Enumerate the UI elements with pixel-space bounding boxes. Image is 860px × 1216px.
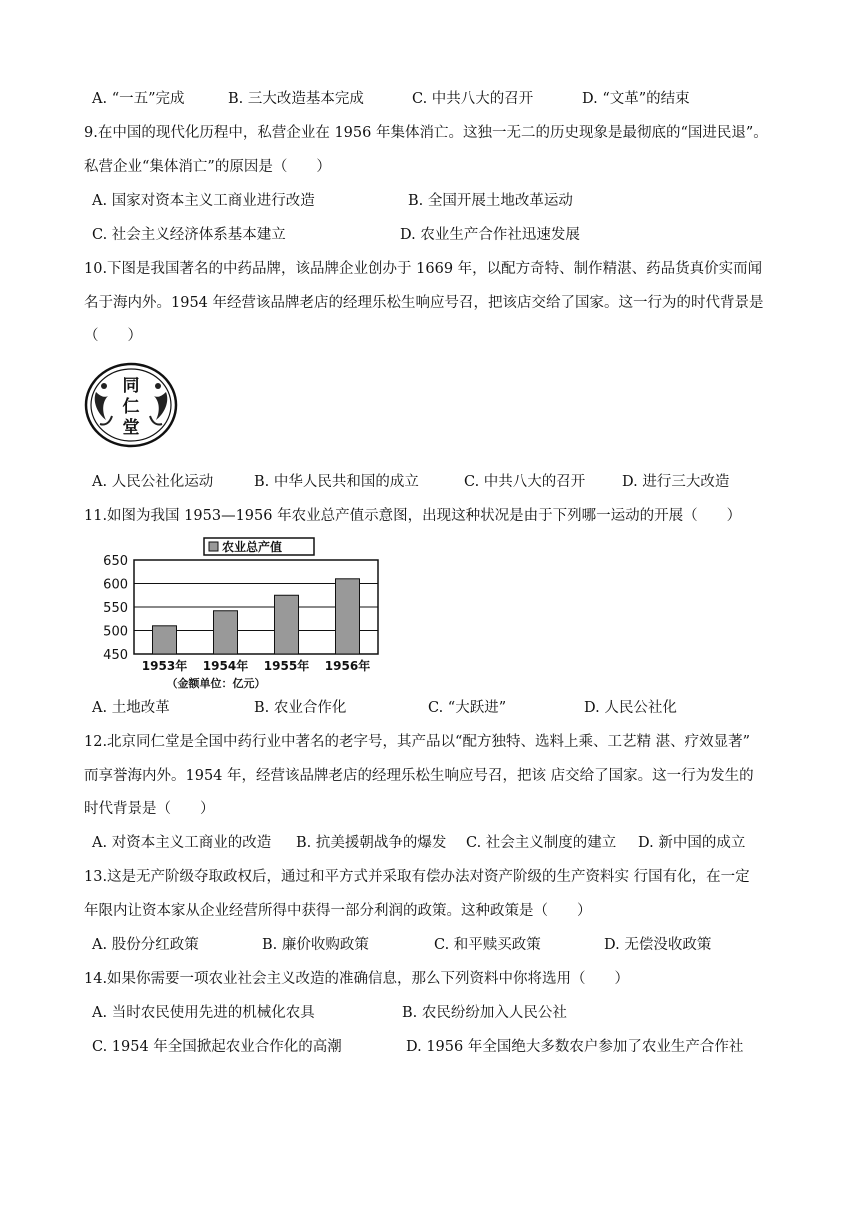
q9-option-b: B. 全国开展土地改革运动 bbox=[408, 193, 573, 209]
q11-stem-line-1: 11.如图为我国 1953—1956 年农业总产值示意图，出现这种状况是由于下列哪一运动的开展（ ） bbox=[84, 508, 742, 524]
chart-y-tick-label: 500 bbox=[103, 624, 128, 640]
q13-option-a: A. 股份分红政策 bbox=[92, 937, 199, 953]
q9-stem-line-1: 9.在中国的现代化历程中，私营企业在 1956 年集体消亡。这独一无二的历史现象是最彻底的“国进民退”。 bbox=[84, 125, 768, 141]
q12-stem-line-1: 12.北京同仁堂是全国中药行业中著名的老字号，其产品以“配方独特、选料上乘、工艺精 湛、疗效显著” bbox=[84, 734, 750, 750]
q11-option-d: D. 人民公社化 bbox=[584, 700, 677, 716]
q13-stem-line-1: 13.这是无产阶级夺取政权后，通过和平方式并采取有偿办法对资产阶级的生产资料实 行国有化，在一定 bbox=[84, 869, 750, 885]
chart-y-tick-label: 450 bbox=[103, 648, 128, 663]
chart-x-tick-label: 1956年 bbox=[324, 659, 371, 673]
q9-option-c: C. 社会主义经济体系基本建立 bbox=[92, 227, 286, 243]
q10-stem-line-1: 10.下图是我国著名的中药品牌，该品牌企业创办于 1669 年，以配方奇特、制作精湛、药品货真价实而闻 bbox=[84, 261, 763, 277]
chart-legend-label: 农业总产值 bbox=[222, 540, 283, 554]
q14-option-c: C. 1954 年全国掀起农业合作化的高潮 bbox=[92, 1039, 342, 1055]
chart-bar bbox=[336, 579, 360, 654]
chart-y-tick-label: 600 bbox=[103, 577, 128, 593]
q14-option-b: B. 农民纷纷加入人民公社 bbox=[402, 1005, 567, 1021]
q13-option-c: C. 和平赎买政策 bbox=[434, 937, 541, 953]
chart-y-tick-label: 650 bbox=[103, 554, 128, 569]
q9-stem-line-2: 私营企业“集体消亡”的原因是（ ） bbox=[84, 159, 331, 175]
q12-option-b: B. 抗美援朝战争的爆发 bbox=[296, 835, 447, 851]
q8-option-c: C. 中共八大的召开 bbox=[412, 91, 534, 107]
q14-stem-line-1: 14.如果你需要一项农业社会主义改造的准确信息，那么下列资料中你将选用（ ） bbox=[84, 971, 630, 987]
q8-option-b: B. 三大改造基本完成 bbox=[228, 91, 364, 107]
logo-char-2: 仁 bbox=[122, 397, 140, 417]
logo-char-3: 堂 bbox=[122, 418, 140, 438]
q11-option-a: A. 土地改革 bbox=[92, 700, 170, 716]
q11-option-c: C. “大跃进” bbox=[428, 700, 507, 716]
q12-stem-line-3: 时代背景是（ ） bbox=[84, 801, 215, 817]
q9-option-a: A. 国家对资本主义工商业进行改造 bbox=[92, 193, 315, 209]
q12-option-d: D. 新中国的成立 bbox=[638, 835, 746, 851]
chart-bar bbox=[153, 626, 177, 654]
chart-y-tick-label: 550 bbox=[103, 601, 128, 616]
chart-bar bbox=[275, 595, 299, 654]
q13-stem-line-2: 年限内让资本家从企业经营所得中获得一部分利润的政策。这种政策是（ ） bbox=[84, 903, 592, 919]
q10-stem-line-2: 名于海内外。1954 年经营该品牌老店的经理乐松生响应号召，把该店交给了国家。这一行为的时代背景是 bbox=[84, 295, 764, 311]
q10-option-a: A. 人民公社化运动 bbox=[92, 474, 214, 490]
chart-x-tick-label: 1953年 bbox=[141, 659, 188, 673]
q8-option-d: D. “文革”的结束 bbox=[582, 91, 690, 107]
q14-option-d: D. 1956 年全国绝大多数农户参加了农业生产合作社 bbox=[406, 1039, 744, 1055]
q13-option-b: B. 廉价收购政策 bbox=[262, 937, 369, 953]
q12-option-c: C. 社会主义制度的建立 bbox=[466, 835, 617, 851]
q14-option-a: A. 当时农民使用先进的机械化农具 bbox=[92, 1005, 315, 1021]
chart-unit-note: （金额单位：亿元） bbox=[166, 677, 266, 690]
tongrentang-logo bbox=[84, 362, 178, 448]
q9-option-d: D. 农业生产合作社迅速发展 bbox=[400, 227, 580, 243]
q10-stem-line-3: （ ） bbox=[84, 328, 142, 344]
q12-option-a: A. 对资本主义工商业的改造 bbox=[92, 835, 272, 851]
chart-x-tick-label: 1955年 bbox=[263, 659, 310, 673]
q12-stem-line-2: 而享誉海内外。1954 年，经营该品牌老店的经理乐松生响应号召，把该 店交给了国家。这一行为发生的 bbox=[84, 768, 754, 784]
chart-legend-swatch bbox=[209, 542, 218, 551]
logo-char-1: 同 bbox=[122, 376, 140, 396]
chart-bar bbox=[214, 611, 238, 654]
agri-output-bar-chart bbox=[84, 536, 384, 690]
q10-option-b: B. 中华人民共和国的成立 bbox=[254, 474, 419, 490]
q10-option-d: D. 进行三大改造 bbox=[622, 474, 730, 490]
q8-option-a: A. “一五”完成 bbox=[92, 91, 185, 107]
chart-x-tick-label: 1954年 bbox=[202, 659, 249, 673]
q13-option-d: D. 无偿没收政策 bbox=[604, 937, 712, 953]
q11-option-b: B. 农业合作化 bbox=[254, 700, 347, 716]
q10-option-c: C. 中共八大的召开 bbox=[464, 474, 586, 490]
